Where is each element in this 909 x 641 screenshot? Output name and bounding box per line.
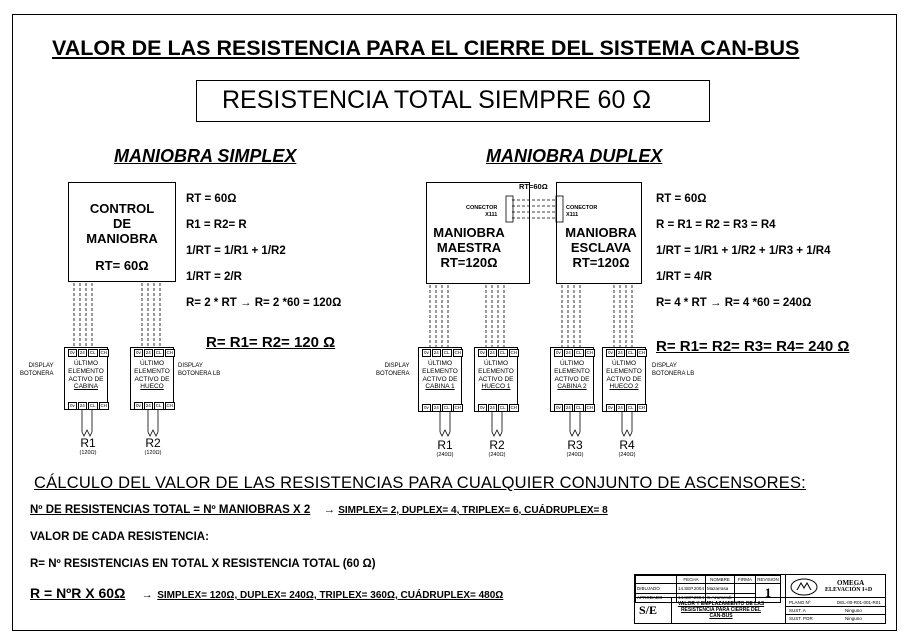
tb-plano-label: PLANO Nº (789, 600, 811, 605)
display-label: BOTONERA (20, 371, 54, 377)
module-line: ACTIVO DE (606, 375, 642, 383)
slave-line2: ESCLAVA (570, 239, 632, 255)
display-label: BOTONERA LB (652, 371, 695, 377)
tb-plano-value: DEL-00-R01-001-R01 (837, 600, 881, 605)
pin-0v: 0v (480, 350, 485, 355)
tb-cell: APROBADO (636, 593, 677, 603)
pin-cl: CL (443, 350, 450, 355)
module-line: ACTIVO DE (478, 375, 514, 383)
pin-24: 24 (565, 350, 571, 355)
module-line: ÚLTIMO (139, 360, 165, 367)
pin-row (478, 349, 519, 357)
calc-line1-values: SIMPLEX= 2, DUPLEX= 4, TRIPLEX= 6, CUÁDRUPLEX= 8 (338, 505, 608, 516)
calc-heading: CÁLCULO DEL VALOR DE LAS RESISTENCIAS PARA CUALQUIER CONJUNTO DE ASCENSORES: (34, 474, 806, 492)
pin-0v: 0v (70, 403, 75, 408)
pin-row (134, 402, 175, 410)
pin-ch: CH (586, 350, 594, 355)
pin-0v: 0v (556, 405, 561, 410)
pin-ch: CH (638, 405, 646, 410)
resistor-value: (240Ω) (488, 452, 506, 458)
pin-ch: CH (638, 350, 646, 355)
pin-0v: 0v (136, 350, 141, 355)
calc-line1 (30, 504, 608, 516)
resistor-value: (240Ω) (618, 452, 636, 458)
resistor-label: R2 (145, 436, 161, 450)
master-line1: MANIOBRA (433, 225, 505, 240)
resistor-label: R2 (489, 438, 505, 452)
pin-24: 24 (489, 405, 495, 410)
tb-divider (635, 597, 885, 598)
tb-header: REVISION (757, 577, 779, 582)
pin-24: 24 (145, 403, 151, 408)
pin-24: 24 (617, 350, 623, 355)
resistor-label: R1 (437, 438, 453, 452)
duplex-formula-1: RT = 60Ω (656, 193, 707, 205)
module-line: CABINA 1 (425, 383, 455, 391)
module-line: ACTIVO DE (134, 375, 170, 383)
simplex-formula-3: 1/RT = 1/R1 + 1/R2 (186, 245, 286, 257)
control-rt: RT= 60Ω (95, 257, 149, 273)
connector-left-line1: CONECTOR (466, 205, 498, 211)
resistor-label: R1 (80, 436, 96, 450)
pin-24: 24 (145, 350, 151, 355)
tb-cell (735, 584, 756, 594)
pin-0v: 0v (424, 405, 429, 410)
arrow-icon: → (141, 589, 153, 601)
pin-ch: CH (510, 350, 518, 355)
title-block (634, 574, 886, 624)
arrow-icon: → (323, 504, 335, 516)
pin-row (554, 404, 595, 412)
pin-cl: CL (499, 405, 506, 410)
tb-divider (785, 575, 786, 623)
connector-right-line1: CONECTOR (566, 205, 598, 211)
pin-cl: CL (155, 350, 162, 355)
pin-ch: CH (166, 403, 174, 408)
duplex-resistor-r1 (435, 438, 455, 458)
pin-row (554, 349, 595, 357)
module-line: ACTIVO DE (68, 375, 104, 383)
tb-revision: 1 (756, 584, 781, 603)
subtitle: RESISTENCIA TOTAL SIEMPRE 60 Ω (222, 86, 652, 114)
pin-ch: CH (100, 350, 108, 355)
slave-rt: RT=120Ω (572, 254, 630, 270)
tb-sustpor-label: SUST. POR (789, 616, 813, 621)
simplex-result: R= R1= R2= 120 Ω (206, 334, 336, 351)
pin-24: 24 (433, 350, 439, 355)
resistor-value: (120Ω) (79, 450, 97, 456)
pin-cl: CL (627, 405, 634, 410)
control-line1: CONTROL (89, 201, 155, 216)
pin-row (606, 404, 647, 412)
tb-susta-value: Ninguno (845, 608, 862, 613)
connector-left-line2: X111 (485, 212, 498, 218)
pin-24: 24 (79, 350, 85, 355)
display-label: DISPLAY (652, 363, 677, 369)
pin-row (68, 402, 109, 410)
calc-line3: R= Nº RESISTENCIAS EN TOTAL X RESISTENCIA TOTAL (60 Ω) (30, 558, 376, 570)
tb-company: OMEGA (837, 579, 865, 587)
pin-0v: 0v (480, 405, 485, 410)
display-label: BOTONERA LB (178, 371, 221, 377)
pin-24: 24 (489, 350, 495, 355)
pin-row (478, 404, 519, 412)
module-line: ÚLTIMO (483, 360, 509, 367)
pin-0v: 0v (136, 403, 141, 408)
pin-ch: CH (166, 350, 174, 355)
duplex-formula-4: 1/RT = 4/R (656, 271, 712, 283)
module-line: ELEMENTO (478, 367, 514, 375)
tb-cell: 14.SEP.2004 (677, 584, 706, 594)
pin-cl: CL (627, 350, 634, 355)
duplex-heading: MANIOBRA DUPLEX (486, 146, 663, 166)
module-line: ÚLTIMO (427, 360, 453, 367)
module-line: ELEMENTO (134, 367, 170, 375)
pin-24: 24 (79, 403, 85, 408)
resistor-value: (120Ω) (144, 450, 162, 456)
pin-cl: CL (155, 403, 162, 408)
simplex-formula-1: RT = 60Ω (186, 193, 237, 205)
control-line3: MANIOBRA (86, 230, 158, 246)
page-title: VALOR DE LAS RESISTENCIA PARA EL CIERRE DEL SISTEMA CAN-BUS (52, 36, 800, 60)
pin-ch: CH (454, 405, 462, 410)
pin-row (606, 349, 647, 357)
tb-cell: 14.SEP.2004 (677, 593, 706, 603)
pin-cl: CL (89, 403, 96, 408)
pin-24: 24 (565, 405, 571, 410)
pin-ch: CH (510, 405, 518, 410)
pin-0v: 0v (70, 350, 75, 355)
master-line2: MAESTRA (436, 239, 502, 255)
module-line: ACTIVO DE (422, 375, 458, 383)
tb-cell: DIBUJADO (636, 584, 677, 594)
pin-24: 24 (433, 405, 439, 410)
pin-ch: CH (454, 350, 462, 355)
pin-row (68, 349, 109, 357)
module-line: ELEMENTO (554, 367, 590, 375)
tb-header: NOMBRE (706, 576, 735, 584)
simplex-resistor-r2 (143, 436, 163, 456)
pin-cl: CL (575, 405, 582, 410)
duplex-formula-2: R = R1 = R2 = R3 = R4 (656, 219, 776, 231)
tb-cell (636, 576, 677, 584)
calc-line1-text: Nº DE RESISTENCIAS TOTAL = Nº MANIOBRAS X 2 (30, 504, 311, 516)
pin-cl: CL (89, 350, 96, 355)
pin-ch: CH (586, 405, 594, 410)
module-line: HUECO 1 (481, 383, 511, 391)
pin-0v: 0v (608, 405, 613, 410)
pin-ch: CH (100, 403, 108, 408)
duplex-resistor-r4 (617, 438, 637, 458)
module-line: ELEMENTO (422, 367, 458, 375)
display-label: DISPLAY (178, 363, 203, 369)
simplex-display-left (20, 362, 54, 378)
resistor-value: (240Ω) (436, 452, 454, 458)
tb-company-sub: ELEVACIÓN I+D (825, 587, 873, 593)
control-line2: DE (112, 215, 132, 231)
module-line: ACTIVO DE (554, 375, 590, 383)
tb-doc-title: VALOR Y EMPLAZAMIENTO DE LAS RESISTENCIA PARA CIERRE DEL CAN-BUS (677, 601, 765, 619)
calc-line2: VALOR DE CADA RESISTENCIA: (30, 531, 209, 543)
omega-logo-icon (789, 577, 819, 597)
simplex-formula-5: R= 2 * RT → R= 2 *60 = 120Ω (186, 297, 342, 309)
slave-line1: MANIOBRA (565, 225, 637, 240)
resistor-label: R3 (567, 438, 583, 452)
tb-divider (785, 606, 885, 607)
duplex-rt-link: RT=60Ω (519, 182, 548, 191)
pin-cl: CL (575, 350, 582, 355)
duplex-display-right (652, 362, 694, 378)
resistor-value: (240Ω) (566, 452, 584, 458)
tb-header: FECHA (677, 576, 706, 584)
duplex-resistor-r3 (565, 438, 585, 458)
module-line: CABINA (73, 383, 99, 391)
pin-0v: 0v (424, 350, 429, 355)
simplex-resistor-r1 (78, 436, 98, 456)
pin-row (134, 349, 175, 357)
calc-line4-text: R = NºR X 60Ω (30, 585, 126, 601)
pin-0v: 0v (608, 350, 613, 355)
tb-susta-label: SUST. A (789, 608, 806, 613)
module-line: CABINA 2 (557, 383, 587, 391)
display-label: BOTONERA (376, 371, 410, 377)
duplex-resistor-r2 (487, 438, 507, 458)
display-label: DISPLAY (384, 363, 410, 369)
module-line: ELEMENTO (606, 367, 642, 375)
pin-cl: CL (499, 350, 506, 355)
duplex-display-left (376, 362, 410, 378)
module-line: ÚLTIMO (559, 360, 585, 367)
resistor-label: R4 (619, 438, 635, 452)
pin-cl: CL (443, 405, 450, 410)
simplex-heading: MANIOBRA SIMPLEX (114, 146, 297, 166)
tb-divider (785, 614, 885, 615)
module-line: ELEMENTO (68, 367, 104, 375)
master-rt: RT=120Ω (440, 254, 498, 270)
duplex-formula-3: 1/RT = 1/R1 + 1/R2 + 1/R3 + 1/R4 (656, 245, 831, 257)
tb-header: FIRMA (735, 576, 756, 584)
connector-right-line2: X111 (566, 212, 579, 218)
simplex-formula-4: 1/RT = 2/R (186, 271, 242, 283)
omega-logo (789, 577, 819, 597)
tb-cell: Mazarrasa (706, 584, 735, 594)
module-line: HUECO 2 (609, 383, 639, 391)
pin-24: 24 (617, 405, 623, 410)
module-line: ÚLTIMO (611, 360, 637, 367)
tb-sustpor-value: Ninguno (845, 616, 862, 621)
tb-divider (671, 597, 672, 623)
simplex-formula-2: R1 = R2= R (186, 219, 247, 231)
calc-line4 (30, 585, 503, 603)
title-block-table (635, 575, 781, 603)
display-label: DISPLAY (28, 363, 54, 369)
calc-line4-values: SIMPLEX= 120Ω, DUPLEX= 240Ω, TRIPLEX= 360Ω, CUÁDRUPLEX= 480Ω (157, 590, 504, 601)
module-line: HUECO (140, 383, 164, 391)
simplex-display-right (178, 362, 220, 378)
tb-scale: S/E (639, 603, 658, 617)
module-line: ÚLTIMO (73, 360, 99, 367)
tb-cell: C.Azumendi (706, 593, 735, 603)
pin-0v: 0v (556, 350, 561, 355)
pin-row (422, 404, 463, 412)
pin-row (422, 349, 463, 357)
duplex-result: R= R1= R2= R3= R4= 240 Ω (656, 338, 850, 355)
duplex-formula-5: R= 4 * RT → R= 4 *60 = 240Ω (656, 297, 812, 309)
